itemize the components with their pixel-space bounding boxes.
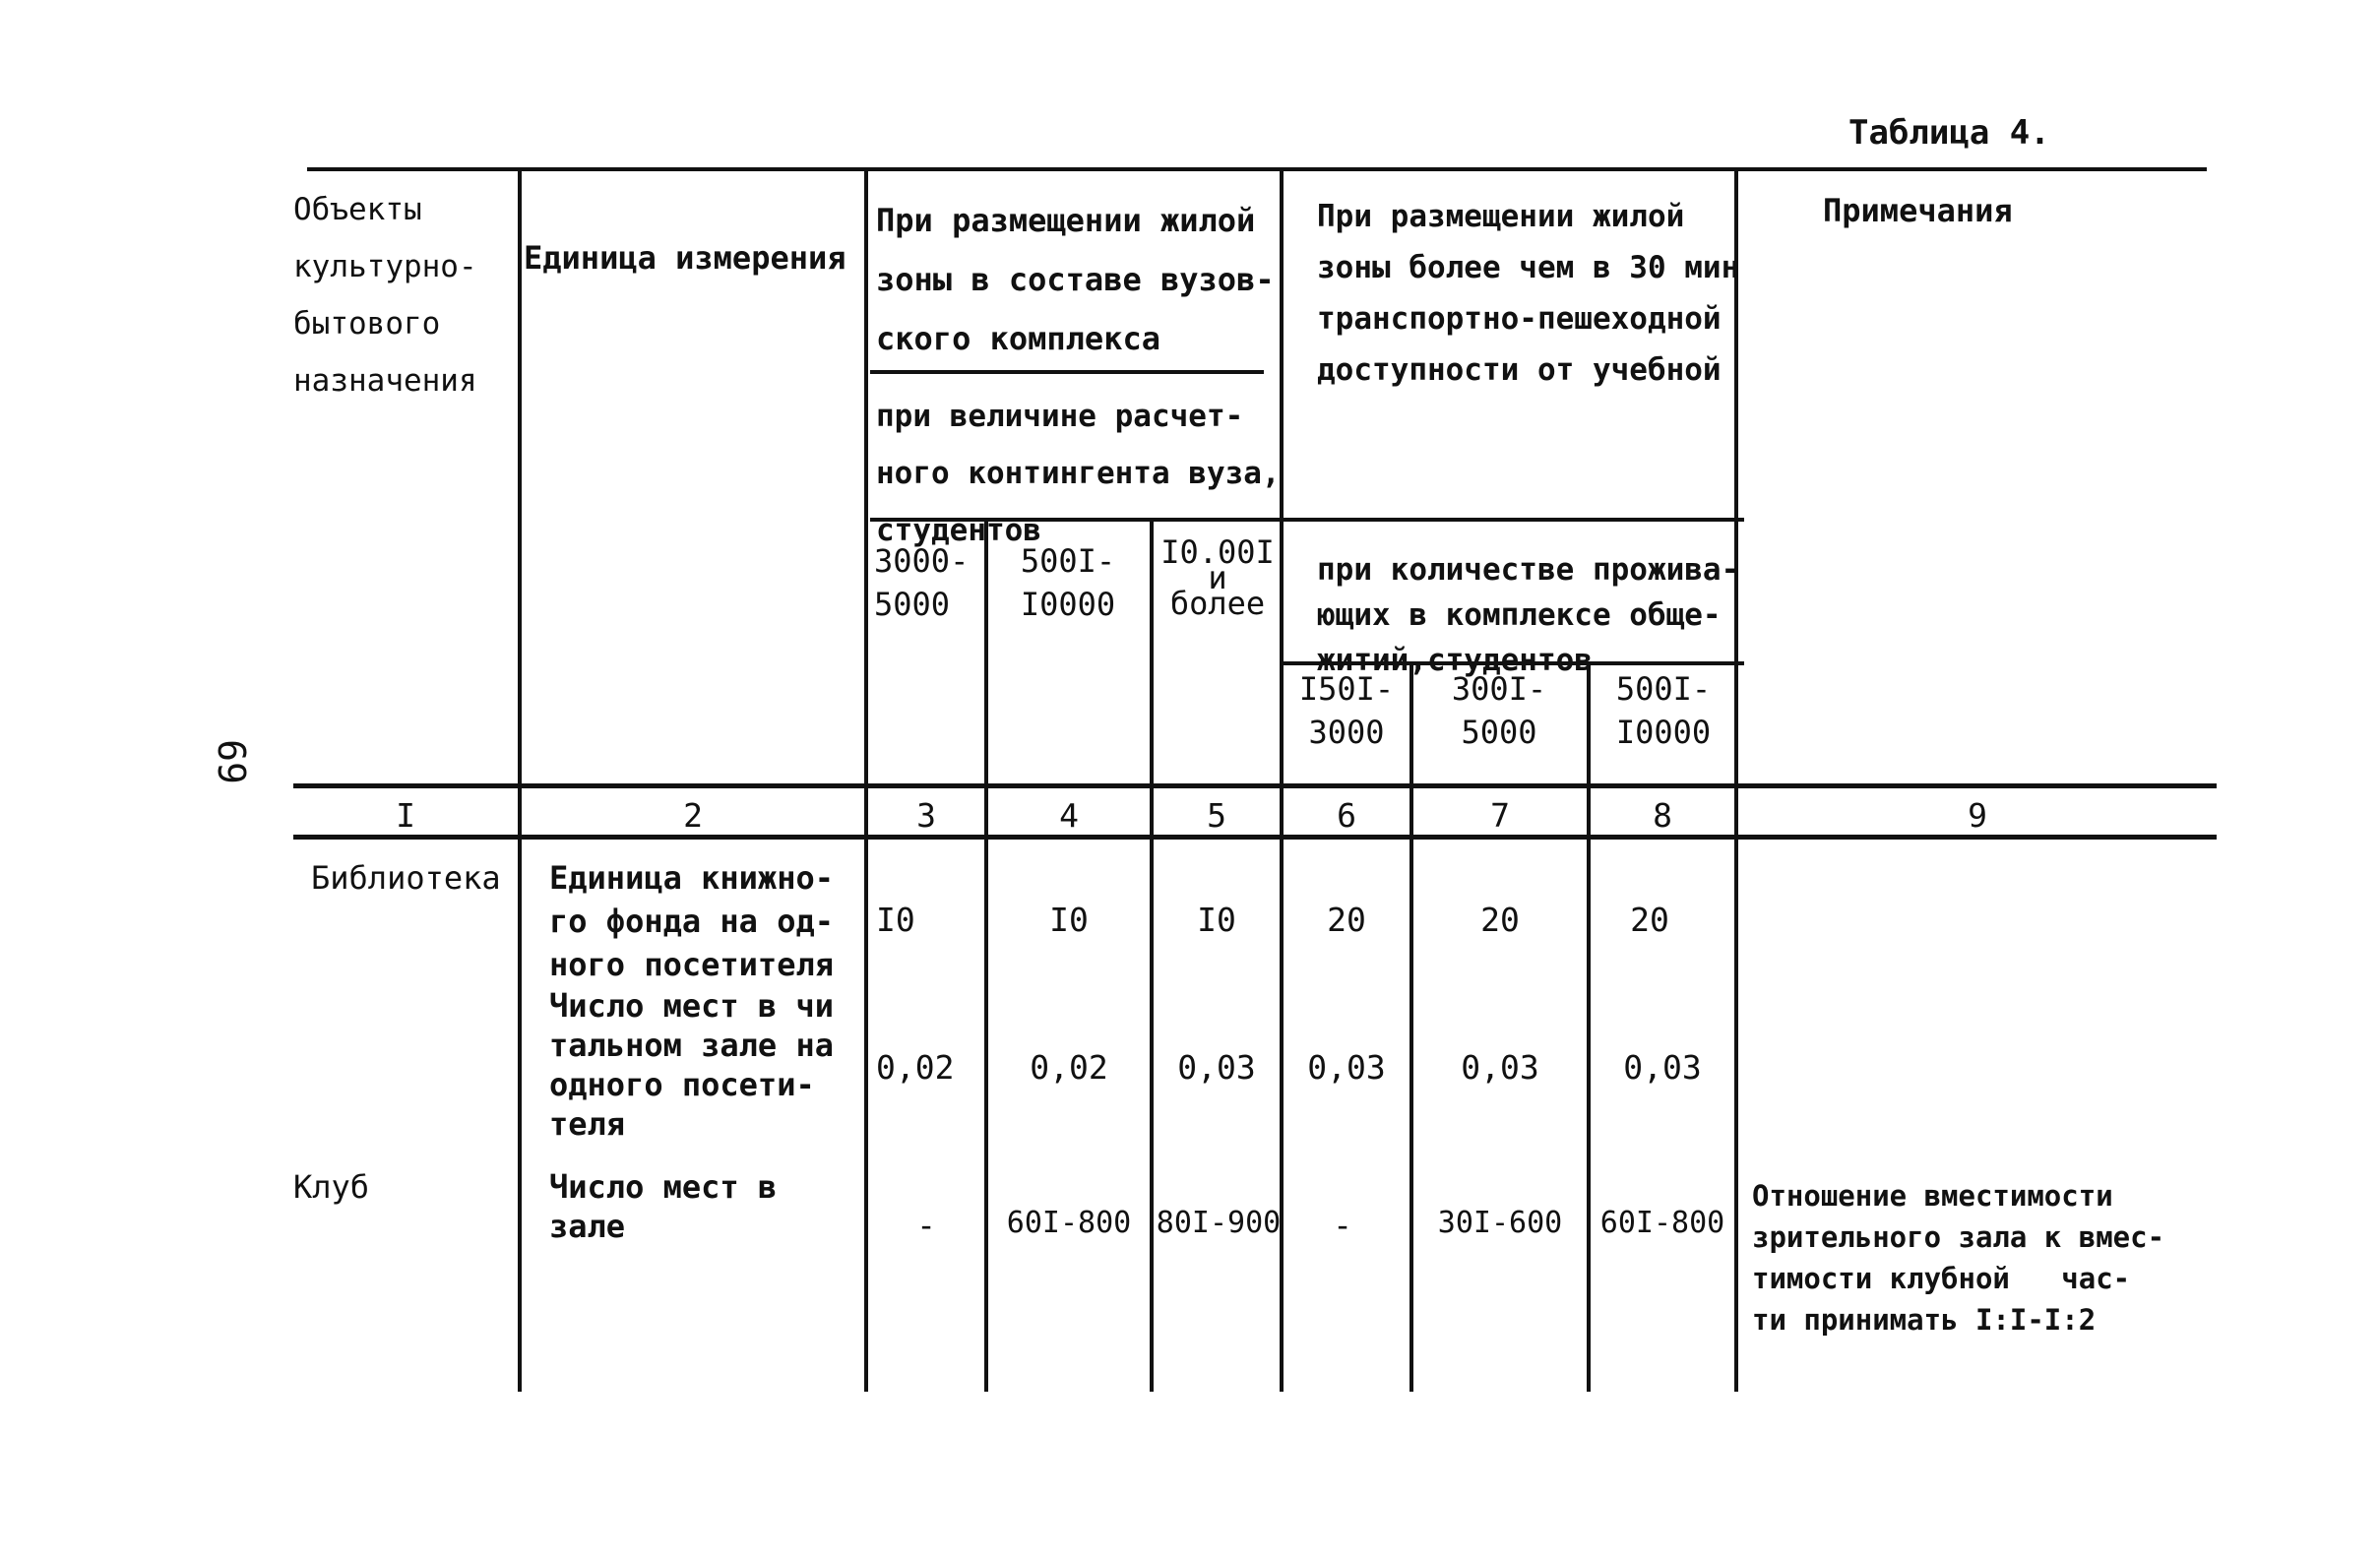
top-rule [307, 167, 2207, 171]
col-number-7: 7 [1490, 796, 1510, 835]
header-objects: Объекты культурно- бытового назначения [293, 192, 477, 399]
header-group-a-sub: при величине расчет- ного контингента вуза, студентов [876, 399, 1281, 548]
range-b-3: 500I- I0000 [1615, 670, 1712, 751]
row-value: I0 [1197, 901, 1236, 939]
row-value: 0,02 [876, 1048, 955, 1087]
row-value: 80I-900 [1156, 1206, 1282, 1240]
col-numbers-bottom-rule [293, 835, 2217, 840]
row-value: 30I-600 [1437, 1206, 1563, 1240]
col-divider-6 [1409, 663, 1413, 1392]
row-value: 0,03 [1177, 1048, 1256, 1087]
range-b-1: I50I- 3000 [1298, 670, 1395, 751]
row-value: 0,03 [1461, 1048, 1539, 1087]
header-notes: Примечания [1823, 192, 2013, 229]
col-number-2: 2 [683, 796, 703, 835]
range-a-1: 3000- 5000 [874, 542, 970, 623]
col-number-5: 5 [1207, 796, 1226, 835]
row-value: 60I-800 [1599, 1206, 1725, 1240]
header-group-a: При размещении жилой зоны в составе вузов- ского комплекса [876, 202, 1275, 357]
row-value: 20 [1630, 901, 1669, 939]
range-a-3: I0.00I и более [1160, 533, 1275, 622]
col-divider-1 [518, 169, 522, 1392]
col-number-1: I [396, 796, 415, 835]
header-bottom-rule [293, 783, 2217, 788]
range-b-2: 300I- 5000 [1451, 670, 1547, 751]
header-group-b-sub: при количестве прожива- ющих в комплексе обще- житий,студентов [1317, 552, 1740, 678]
row-value: 0,02 [1030, 1048, 1108, 1087]
col-number-9: 9 [1968, 796, 1987, 835]
col-number-3: 3 [916, 796, 936, 835]
col-divider-3 [984, 520, 988, 1392]
row-value: I0 [876, 901, 915, 939]
col-number-4: 4 [1059, 796, 1079, 835]
row-value: I0 [1049, 901, 1089, 939]
row-note: Отношение вместимости зрительного зала к вмес- тимости клубной час- ти принимать I:I-I:2 [1752, 1179, 2165, 1337]
col-number-8: 8 [1653, 796, 1672, 835]
row-value: 0,03 [1623, 1048, 1702, 1087]
row-value: 60I-800 [1006, 1206, 1132, 1240]
row-unit: Единица книжно- го фонда на од- ного посетителя [549, 859, 834, 983]
row-object: Библиотека [311, 859, 501, 897]
group-a-sub-rule [870, 370, 1264, 374]
page-number: 69 [209, 739, 253, 784]
row-value: - [916, 1206, 936, 1244]
col-divider-7 [1587, 663, 1591, 1392]
row-value: - [1333, 1206, 1352, 1244]
row-value: 20 [1327, 901, 1366, 939]
row-object: Клуб [293, 1168, 370, 1206]
header-group-b: При размещении жилой зоны более чем в 30 мин транспортно-пешеходной доступности от учебной [1317, 199, 1740, 388]
header-unit: Единица измерения [524, 239, 846, 277]
col-divider-4 [1150, 520, 1154, 1392]
row-value: 20 [1480, 901, 1520, 939]
table-title: Таблица 4. [1848, 113, 2050, 153]
range-a-2: 500I- I0000 [1020, 542, 1116, 623]
row-unit: Число мест в чи тальном зале на одного посети- теля [549, 987, 834, 1143]
row-unit: Число мест в зале [549, 1168, 778, 1245]
col-number-6: 6 [1337, 796, 1356, 835]
row-value: 0,03 [1307, 1048, 1386, 1087]
